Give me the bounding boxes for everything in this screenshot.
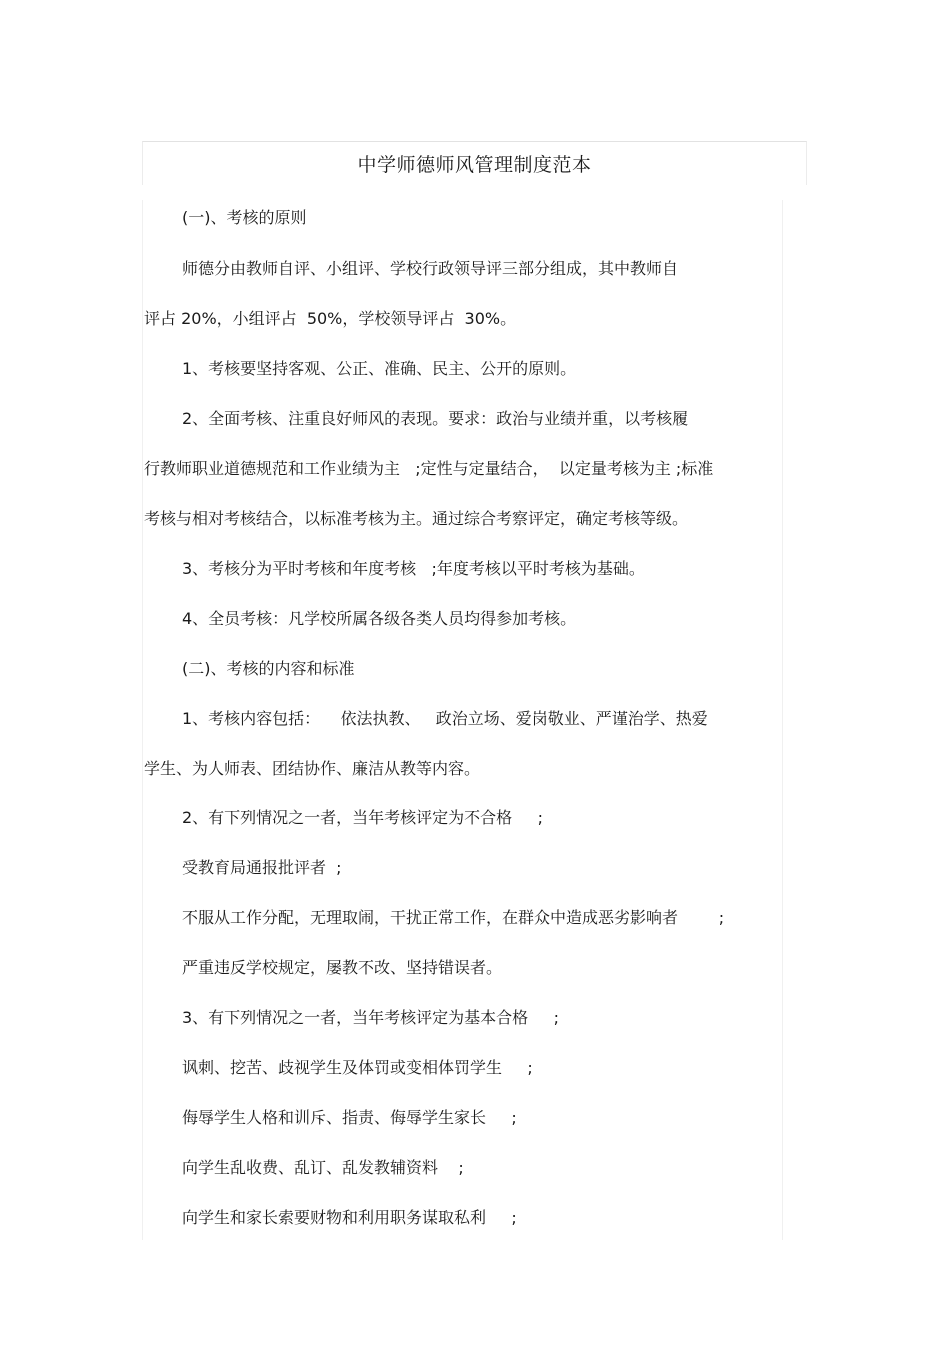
list-item: 严重违反学校规定，屡教不改、坚持错误者。 [182,958,503,977]
section-heading-2: (二)、考核的内容和标准 [182,659,355,678]
title-box [142,141,807,185]
paragraph-line: 学生、为人师表、团结协作、廉洁从教等内容。 [144,759,481,778]
paragraph-line: 师德分由教师自评、小组评、学校行政领导评三部分组成，其中教师自 [182,259,679,278]
list-item: 受教育局通报批评者 ; [182,858,342,877]
list-item: 侮辱学生人格和训斥、指责、侮辱学生家长 ; [182,1108,517,1127]
list-item: 不服从工作分配，无理取闹，干扰正常工作，在群众中造成恶劣影响者 ; [182,908,725,927]
list-item: 1、考核内容包括： 依法执教、 政治立场、爱岗敬业、严谨治学、热爱 [182,709,708,728]
list-item: 3、考核分为平时考核和年度考核 ;年度考核以平时考核为基础。 [182,559,645,578]
paragraph-line: 考核与相对考核结合，以标准考核为主。通过综合考察评定，确定考核等级。 [144,509,689,528]
list-item: 向学生和家长索要财物和利用职务谋取私利 ; [182,1208,517,1227]
list-item: 2、有下列情况之一者，当年考核评定为不合格 ; [182,808,544,827]
section-heading-1: (一)、考核的原则 [182,208,307,227]
list-item: 3、有下列情况之一者，当年考核评定为基本合格 ; [182,1008,560,1027]
paragraph-line: 评占 20%，小组评占 50%，学校领导评占 30%。 [144,309,517,328]
document-title: 中学师德师风管理制度范本 [357,154,592,176]
paragraph-line: 行教师职业道德规范和工作业绩为主 ;定性与定量结合， 以定量考核为主 ;标准 [144,459,714,478]
list-item: 2、全面考核、注重良好师风的表现。要求：政治与业绩并重，以考核履 [182,409,689,428]
list-item: 4、全员考核：凡学校所属各级各类人员均得参加考核。 [182,609,577,628]
list-item: 讽刺、挖苦、歧视学生及体罚或变相体罚学生 ; [182,1058,533,1077]
list-item: 1、考核要坚持客观、公正、准确、民主、公开的原则。 [182,359,577,378]
list-item: 向学生乱收费、乱订、乱发教辅资料 ; [182,1158,464,1177]
